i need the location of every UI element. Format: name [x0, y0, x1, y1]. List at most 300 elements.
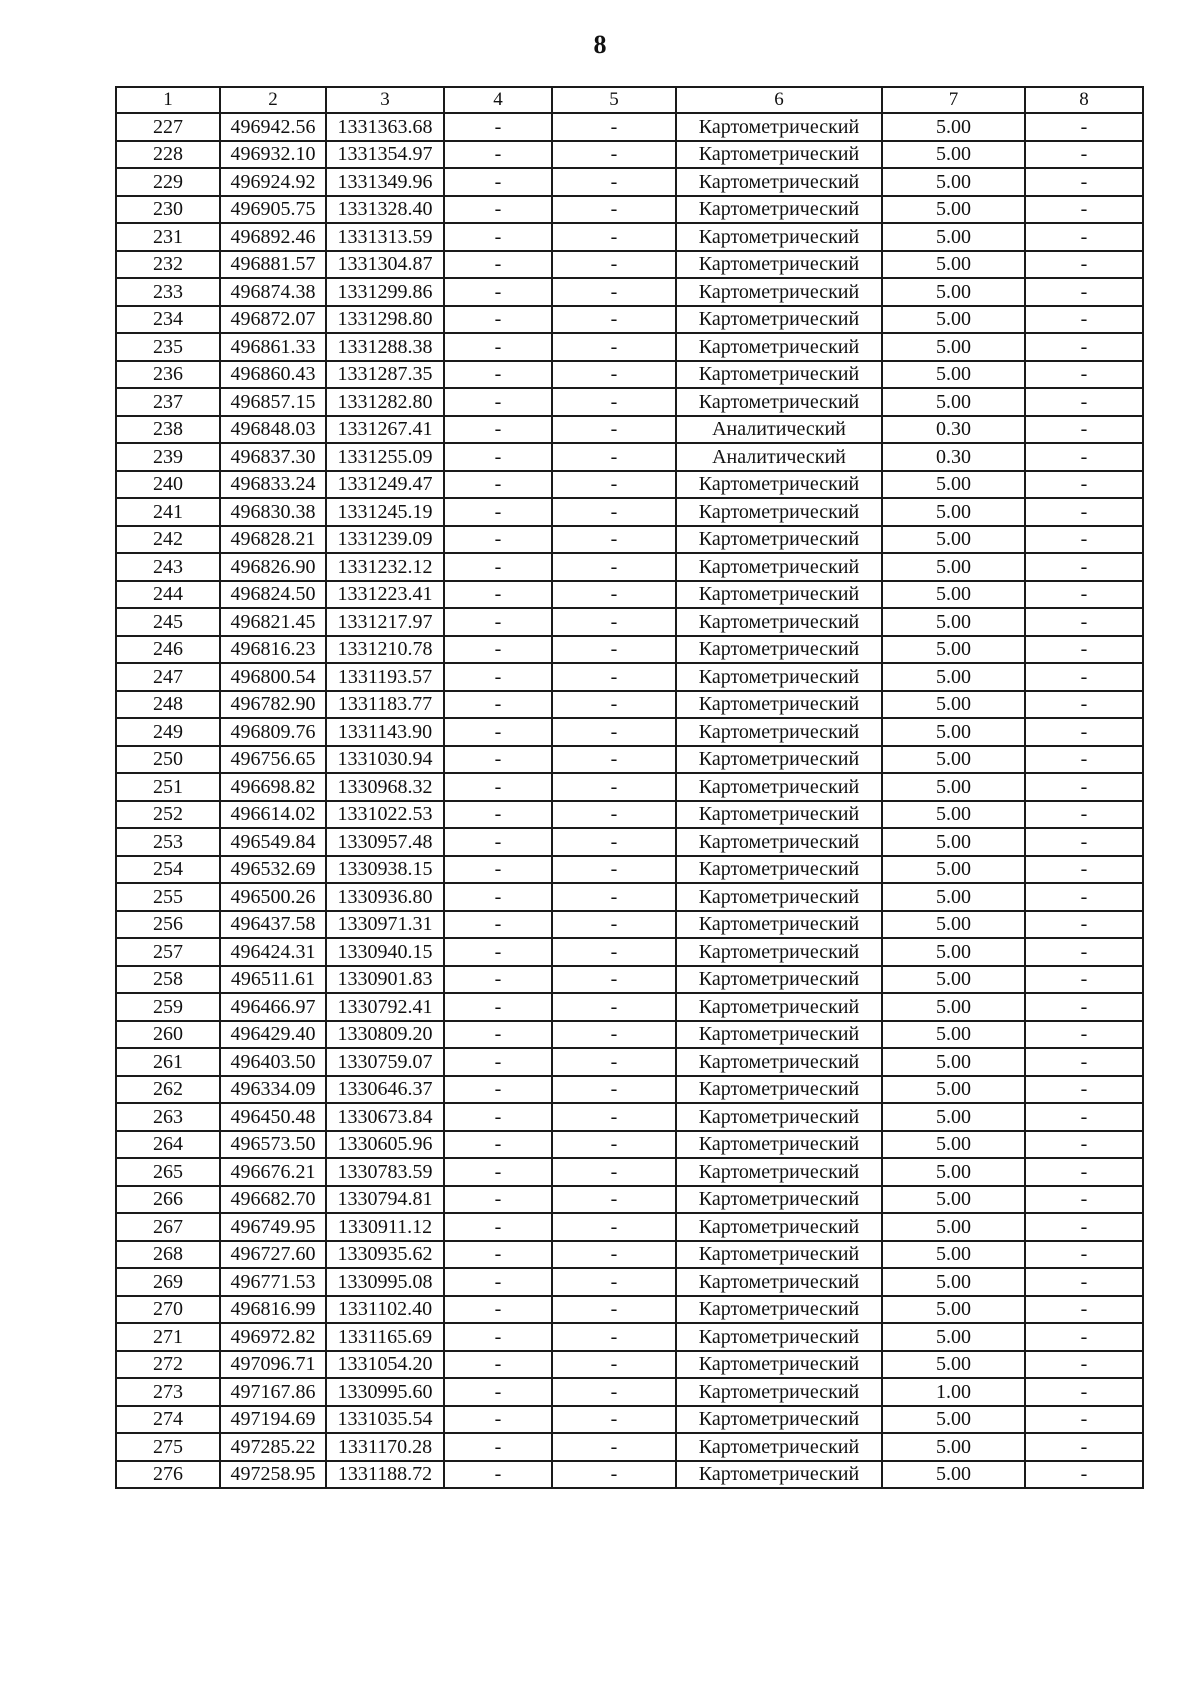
- cell-method: Картометрический: [676, 1406, 882, 1434]
- cell-accuracy: 5.00: [882, 278, 1025, 306]
- cell-method: Картометрический: [676, 1186, 882, 1214]
- cell-coord-x: 496676.21: [220, 1158, 326, 1186]
- table-row: [116, 883, 1143, 911]
- cell-accuracy: 5.00: [882, 113, 1025, 141]
- cell-col-5: -: [552, 1268, 676, 1296]
- cell-point-number: 257: [116, 938, 220, 966]
- cell-col-5: -: [552, 251, 676, 279]
- cell-col-5: -: [552, 333, 676, 361]
- cell-method: Картометрический: [676, 1076, 882, 1104]
- cell-col-4: -: [444, 1241, 552, 1269]
- cell-col-4: -: [444, 1048, 552, 1076]
- cell-method: Картометрический: [676, 966, 882, 994]
- cell-coord-y: 1331030.94: [326, 746, 444, 774]
- cell-col-8: -: [1025, 113, 1143, 141]
- cell-col-5: -: [552, 911, 676, 939]
- cell-col-8: -: [1025, 1241, 1143, 1269]
- cell-col-4: -: [444, 471, 552, 499]
- cell-coord-y: 1331210.78: [326, 636, 444, 664]
- cell-col-5: -: [552, 361, 676, 389]
- cell-point-number: 268: [116, 1241, 220, 1269]
- cell-accuracy: 5.00: [882, 553, 1025, 581]
- cell-coord-x: 496881.57: [220, 251, 326, 279]
- cell-point-number: 272: [116, 1351, 220, 1379]
- cell-method: Картометрический: [676, 223, 882, 251]
- cell-coord-y: 1330794.81: [326, 1186, 444, 1214]
- cell-method: Картометрический: [676, 581, 882, 609]
- cell-point-number: 275: [116, 1433, 220, 1461]
- cell-coord-y: 1331102.40: [326, 1296, 444, 1324]
- cell-col-5: -: [552, 746, 676, 774]
- table-row: [116, 581, 1143, 609]
- header-row: [116, 87, 1143, 113]
- cell-coord-x: 496905.75: [220, 196, 326, 224]
- cell-col-8: -: [1025, 471, 1143, 499]
- cell-point-number: 232: [116, 251, 220, 279]
- table-row: [116, 828, 1143, 856]
- cell-coord-y: 1331313.59: [326, 223, 444, 251]
- cell-coord-x: 496549.84: [220, 828, 326, 856]
- cell-accuracy: 5.00: [882, 1158, 1025, 1186]
- table-row: [116, 1241, 1143, 1269]
- cell-coord-x: 496500.26: [220, 883, 326, 911]
- cell-accuracy: 5.00: [882, 1076, 1025, 1104]
- cell-col-4: -: [444, 1351, 552, 1379]
- cell-accuracy: 5.00: [882, 938, 1025, 966]
- cell-accuracy: 5.00: [882, 856, 1025, 884]
- cell-col-4: -: [444, 141, 552, 169]
- cell-coord-x: 496924.92: [220, 168, 326, 196]
- cell-col-4: -: [444, 801, 552, 829]
- cell-col-4: -: [444, 526, 552, 554]
- cell-accuracy: 5.00: [882, 168, 1025, 196]
- cell-accuracy: 5.00: [882, 1186, 1025, 1214]
- cell-accuracy: 5.00: [882, 388, 1025, 416]
- table-row: [116, 278, 1143, 306]
- table-row: [116, 746, 1143, 774]
- cell-col-4: -: [444, 1433, 552, 1461]
- cell-col-8: -: [1025, 1323, 1143, 1351]
- table-row: [116, 773, 1143, 801]
- cell-col-5: -: [552, 993, 676, 1021]
- cell-point-number: 230: [116, 196, 220, 224]
- cell-point-number: 264: [116, 1131, 220, 1159]
- cell-method: Картометрический: [676, 746, 882, 774]
- cell-col-8: -: [1025, 1433, 1143, 1461]
- cell-col-8: -: [1025, 828, 1143, 856]
- table-row: [116, 553, 1143, 581]
- cell-coord-x: 496511.61: [220, 966, 326, 994]
- table-row: [116, 251, 1143, 279]
- cell-point-number: 271: [116, 1323, 220, 1351]
- cell-coord-x: 496466.97: [220, 993, 326, 1021]
- cell-col-5: -: [552, 141, 676, 169]
- cell-coord-x: 497096.71: [220, 1351, 326, 1379]
- cell-col-4: -: [444, 1186, 552, 1214]
- cell-accuracy: 5.00: [882, 801, 1025, 829]
- cell-coord-y: 1331217.97: [326, 608, 444, 636]
- cell-col-5: -: [552, 1433, 676, 1461]
- cell-point-number: 235: [116, 333, 220, 361]
- cell-col-8: -: [1025, 1268, 1143, 1296]
- cell-point-number: 243: [116, 553, 220, 581]
- cell-method: Картометрический: [676, 168, 882, 196]
- cell-col-4: -: [444, 1323, 552, 1351]
- cell-col-4: -: [444, 388, 552, 416]
- cell-coord-x: 496532.69: [220, 856, 326, 884]
- cell-method: Картометрический: [676, 1461, 882, 1489]
- cell-col-4: -: [444, 361, 552, 389]
- cell-accuracy: 5.00: [882, 1213, 1025, 1241]
- cell-point-number: 247: [116, 663, 220, 691]
- cell-coord-y: 1331183.77: [326, 691, 444, 719]
- table-row: [116, 416, 1143, 444]
- cell-col-8: -: [1025, 636, 1143, 664]
- cell-accuracy: 5.00: [882, 1296, 1025, 1324]
- cell-coord-x: 496727.60: [220, 1241, 326, 1269]
- cell-col-5: -: [552, 1076, 676, 1104]
- cell-method: Картометрический: [676, 856, 882, 884]
- cell-col-5: -: [552, 718, 676, 746]
- cell-coord-y: 1330938.15: [326, 856, 444, 884]
- cell-col-4: -: [444, 1158, 552, 1186]
- cell-accuracy: 5.00: [882, 883, 1025, 911]
- cell-coord-x: 496816.23: [220, 636, 326, 664]
- cell-method: Картометрический: [676, 1103, 882, 1131]
- cell-coord-y: 1331349.96: [326, 168, 444, 196]
- cell-col-4: -: [444, 1021, 552, 1049]
- cell-col-4: -: [444, 1076, 552, 1104]
- cell-coord-y: 1331143.90: [326, 718, 444, 746]
- cell-method: Картометрический: [676, 718, 882, 746]
- cell-accuracy: 5.00: [882, 773, 1025, 801]
- cell-coord-y: 1330901.83: [326, 966, 444, 994]
- cell-accuracy: 5.00: [882, 361, 1025, 389]
- table-row: [116, 636, 1143, 664]
- cell-method: Картометрический: [676, 1158, 882, 1186]
- table-row: [116, 498, 1143, 526]
- cell-point-number: 229: [116, 168, 220, 196]
- cell-col-5: -: [552, 801, 676, 829]
- cell-accuracy: 0.30: [882, 416, 1025, 444]
- table-row: [116, 388, 1143, 416]
- cell-point-number: 238: [116, 416, 220, 444]
- cell-col-8: -: [1025, 1076, 1143, 1104]
- cell-accuracy: 5.00: [882, 1048, 1025, 1076]
- cell-point-number: 255: [116, 883, 220, 911]
- cell-point-number: 237: [116, 388, 220, 416]
- cell-col-4: -: [444, 938, 552, 966]
- cell-col-5: -: [552, 1186, 676, 1214]
- table-row: [116, 1268, 1143, 1296]
- cell-accuracy: 5.00: [882, 196, 1025, 224]
- cell-col-4: -: [444, 416, 552, 444]
- cell-method: Картометрический: [676, 333, 882, 361]
- cell-method: Картометрический: [676, 1351, 882, 1379]
- cell-method: Картометрический: [676, 636, 882, 664]
- cell-col-5: -: [552, 278, 676, 306]
- cell-method: Картометрический: [676, 993, 882, 1021]
- cell-point-number: 258: [116, 966, 220, 994]
- coordinates-table: [115, 86, 1144, 1489]
- cell-coord-x: 496828.21: [220, 526, 326, 554]
- cell-col-4: -: [444, 663, 552, 691]
- cell-coord-y: 1331245.19: [326, 498, 444, 526]
- cell-col-5: -: [552, 636, 676, 664]
- cell-accuracy: 5.00: [882, 828, 1025, 856]
- cell-accuracy: 5.00: [882, 718, 1025, 746]
- table-row: [116, 938, 1143, 966]
- cell-coord-x: 496816.99: [220, 1296, 326, 1324]
- table-row: [116, 663, 1143, 691]
- cell-col-8: -: [1025, 333, 1143, 361]
- cell-coord-y: 1331239.09: [326, 526, 444, 554]
- cell-col-5: -: [552, 773, 676, 801]
- cell-method: Картометрический: [676, 1241, 882, 1269]
- cell-accuracy: 5.00: [882, 608, 1025, 636]
- cell-coord-x: 497258.95: [220, 1461, 326, 1489]
- cell-accuracy: 5.00: [882, 1241, 1025, 1269]
- cell-method: Картометрический: [676, 911, 882, 939]
- cell-coord-y: 1331328.40: [326, 196, 444, 224]
- cell-col-5: -: [552, 223, 676, 251]
- cell-accuracy: 5.00: [882, 911, 1025, 939]
- cell-coord-x: 496614.02: [220, 801, 326, 829]
- cell-col-4: -: [444, 883, 552, 911]
- cell-coord-y: 1331267.41: [326, 416, 444, 444]
- cell-col-4: -: [444, 1103, 552, 1131]
- cell-col-8: -: [1025, 1406, 1143, 1434]
- cell-point-number: 265: [116, 1158, 220, 1186]
- cell-coord-x: 497194.69: [220, 1406, 326, 1434]
- cell-point-number: 228: [116, 141, 220, 169]
- cell-col-5: -: [552, 498, 676, 526]
- table-row: [116, 1103, 1143, 1131]
- cell-point-number: 252: [116, 801, 220, 829]
- cell-accuracy: 5.00: [882, 1461, 1025, 1489]
- cell-coord-y: 1330936.80: [326, 883, 444, 911]
- cell-method: Картометрический: [676, 1021, 882, 1049]
- cell-coord-y: 1331223.41: [326, 581, 444, 609]
- cell-method: Картометрический: [676, 526, 882, 554]
- cell-method: Картометрический: [676, 361, 882, 389]
- cell-col-4: -: [444, 1296, 552, 1324]
- cell-col-5: -: [552, 168, 676, 196]
- cell-col-8: -: [1025, 168, 1143, 196]
- cell-col-5: -: [552, 306, 676, 334]
- cell-method: Картометрический: [676, 883, 882, 911]
- cell-accuracy: 5.00: [882, 526, 1025, 554]
- cell-col-5: -: [552, 1241, 676, 1269]
- cell-coord-x: 496826.90: [220, 553, 326, 581]
- cell-col-4: -: [444, 168, 552, 196]
- cell-col-8: -: [1025, 1158, 1143, 1186]
- cell-coord-y: 1330759.07: [326, 1048, 444, 1076]
- page-number: 8: [593, 30, 607, 59]
- cell-col-5: -: [552, 388, 676, 416]
- cell-coord-x: 496403.50: [220, 1048, 326, 1076]
- cell-col-8: -: [1025, 251, 1143, 279]
- cell-method: Картометрический: [676, 1296, 882, 1324]
- cell-col-8: -: [1025, 1131, 1143, 1159]
- cell-col-5: -: [552, 663, 676, 691]
- cell-coord-y: 1330995.08: [326, 1268, 444, 1296]
- cell-coord-x: 496848.03: [220, 416, 326, 444]
- cell-col-8: -: [1025, 911, 1143, 939]
- table-row: [116, 196, 1143, 224]
- cell-col-8: -: [1025, 1296, 1143, 1324]
- cell-coord-y: 1331054.20: [326, 1351, 444, 1379]
- cell-coord-x: 496874.38: [220, 278, 326, 306]
- cell-col-4: -: [444, 1461, 552, 1489]
- table-row: [116, 1433, 1143, 1461]
- cell-col-4: -: [444, 1378, 552, 1406]
- cell-col-5: -: [552, 1461, 676, 1489]
- cell-col-8: -: [1025, 1461, 1143, 1489]
- cell-col-4: -: [444, 1268, 552, 1296]
- cell-col-8: -: [1025, 581, 1143, 609]
- cell-col-5: -: [552, 1296, 676, 1324]
- cell-coord-x: 496756.65: [220, 746, 326, 774]
- cell-method: Аналитический: [676, 443, 882, 471]
- cell-coord-y: 1331287.35: [326, 361, 444, 389]
- cell-col-5: -: [552, 113, 676, 141]
- cell-method: Картометрический: [676, 1433, 882, 1461]
- cell-coord-y: 1331354.97: [326, 141, 444, 169]
- table-row: [116, 1158, 1143, 1186]
- cell-coord-y: 1331255.09: [326, 443, 444, 471]
- cell-coord-x: 496837.30: [220, 443, 326, 471]
- cell-col-4: -: [444, 718, 552, 746]
- cell-col-5: -: [552, 856, 676, 884]
- cell-point-number: 248: [116, 691, 220, 719]
- cell-col-8: -: [1025, 691, 1143, 719]
- header-cell-7: 7: [882, 87, 1025, 113]
- cell-point-number: 260: [116, 1021, 220, 1049]
- cell-coord-x: 496857.15: [220, 388, 326, 416]
- header-cell-5: 5: [552, 87, 676, 113]
- cell-col-4: -: [444, 828, 552, 856]
- cell-accuracy: 5.00: [882, 306, 1025, 334]
- cell-col-4: -: [444, 443, 552, 471]
- cell-col-5: -: [552, 196, 676, 224]
- cell-coord-y: 1330935.62: [326, 1241, 444, 1269]
- cell-col-8: -: [1025, 278, 1143, 306]
- cell-method: Картометрический: [676, 306, 882, 334]
- cell-accuracy: 5.00: [882, 1103, 1025, 1131]
- table-row: [116, 168, 1143, 196]
- cell-col-8: -: [1025, 443, 1143, 471]
- cell-col-5: -: [552, 416, 676, 444]
- cell-coord-x: 496437.58: [220, 911, 326, 939]
- cell-point-number: 273: [116, 1378, 220, 1406]
- table-row: [116, 608, 1143, 636]
- cell-col-8: -: [1025, 773, 1143, 801]
- header-cell-3: 3: [326, 87, 444, 113]
- cell-coord-x: 496334.09: [220, 1076, 326, 1104]
- cell-col-8: -: [1025, 993, 1143, 1021]
- cell-point-number: 253: [116, 828, 220, 856]
- cell-method: Картометрический: [676, 608, 882, 636]
- cell-point-number: 249: [116, 718, 220, 746]
- cell-col-5: -: [552, 1351, 676, 1379]
- cell-col-4: -: [444, 196, 552, 224]
- cell-coord-y: 1331304.87: [326, 251, 444, 279]
- cell-coord-y: 1331170.28: [326, 1433, 444, 1461]
- cell-col-8: -: [1025, 526, 1143, 554]
- cell-coord-x: 496942.56: [220, 113, 326, 141]
- table-row: [116, 361, 1143, 389]
- cell-col-4: -: [444, 636, 552, 664]
- cell-col-5: -: [552, 938, 676, 966]
- table-row: [116, 966, 1143, 994]
- cell-accuracy: 5.00: [882, 1433, 1025, 1461]
- cell-coord-x: 496800.54: [220, 663, 326, 691]
- cell-coord-y: 1330809.20: [326, 1021, 444, 1049]
- cell-col-8: -: [1025, 966, 1143, 994]
- cell-accuracy: 5.00: [882, 1323, 1025, 1351]
- cell-method: Картометрический: [676, 553, 882, 581]
- cell-method: Картометрический: [676, 801, 882, 829]
- cell-col-5: -: [552, 1213, 676, 1241]
- cell-method: Картометрический: [676, 278, 882, 306]
- cell-col-4: -: [444, 966, 552, 994]
- cell-coord-y: 1330940.15: [326, 938, 444, 966]
- cell-accuracy: 5.00: [882, 1406, 1025, 1434]
- cell-point-number: 276: [116, 1461, 220, 1489]
- header-cell-8: 8: [1025, 87, 1143, 113]
- cell-col-5: -: [552, 1406, 676, 1434]
- cell-accuracy: 5.00: [882, 141, 1025, 169]
- cell-method: Аналитический: [676, 416, 882, 444]
- cell-col-4: -: [444, 1131, 552, 1159]
- cell-point-number: 256: [116, 911, 220, 939]
- cell-method: Картометрический: [676, 1131, 882, 1159]
- cell-point-number: 259: [116, 993, 220, 1021]
- table-row: [116, 526, 1143, 554]
- table-row: [116, 1296, 1143, 1324]
- cell-col-5: -: [552, 581, 676, 609]
- table-row: [116, 1186, 1143, 1214]
- cell-coord-y: 1331249.47: [326, 471, 444, 499]
- cell-coord-y: 1330673.84: [326, 1103, 444, 1131]
- cell-col-5: -: [552, 828, 676, 856]
- cell-col-8: -: [1025, 196, 1143, 224]
- cell-method: Картометрический: [676, 196, 882, 224]
- cell-coord-y: 1331165.69: [326, 1323, 444, 1351]
- cell-col-8: -: [1025, 1378, 1143, 1406]
- cell-coord-y: 1330971.31: [326, 911, 444, 939]
- cell-col-8: -: [1025, 306, 1143, 334]
- table-row: [116, 1021, 1143, 1049]
- header-cell-4: 4: [444, 87, 552, 113]
- cell-coord-x: 496830.38: [220, 498, 326, 526]
- cell-accuracy: 5.00: [882, 581, 1025, 609]
- cell-point-number: 267: [116, 1213, 220, 1241]
- cell-col-8: -: [1025, 1186, 1143, 1214]
- cell-col-4: -: [444, 333, 552, 361]
- cell-method: Картометрический: [676, 113, 882, 141]
- table-row: [116, 718, 1143, 746]
- table-row: [116, 1461, 1143, 1489]
- cell-col-8: -: [1025, 416, 1143, 444]
- cell-coord-y: 1330646.37: [326, 1076, 444, 1104]
- cell-col-8: -: [1025, 746, 1143, 774]
- cell-coord-y: 1331363.68: [326, 113, 444, 141]
- cell-coord-x: 496861.33: [220, 333, 326, 361]
- cell-col-8: -: [1025, 801, 1143, 829]
- table-row: [116, 1048, 1143, 1076]
